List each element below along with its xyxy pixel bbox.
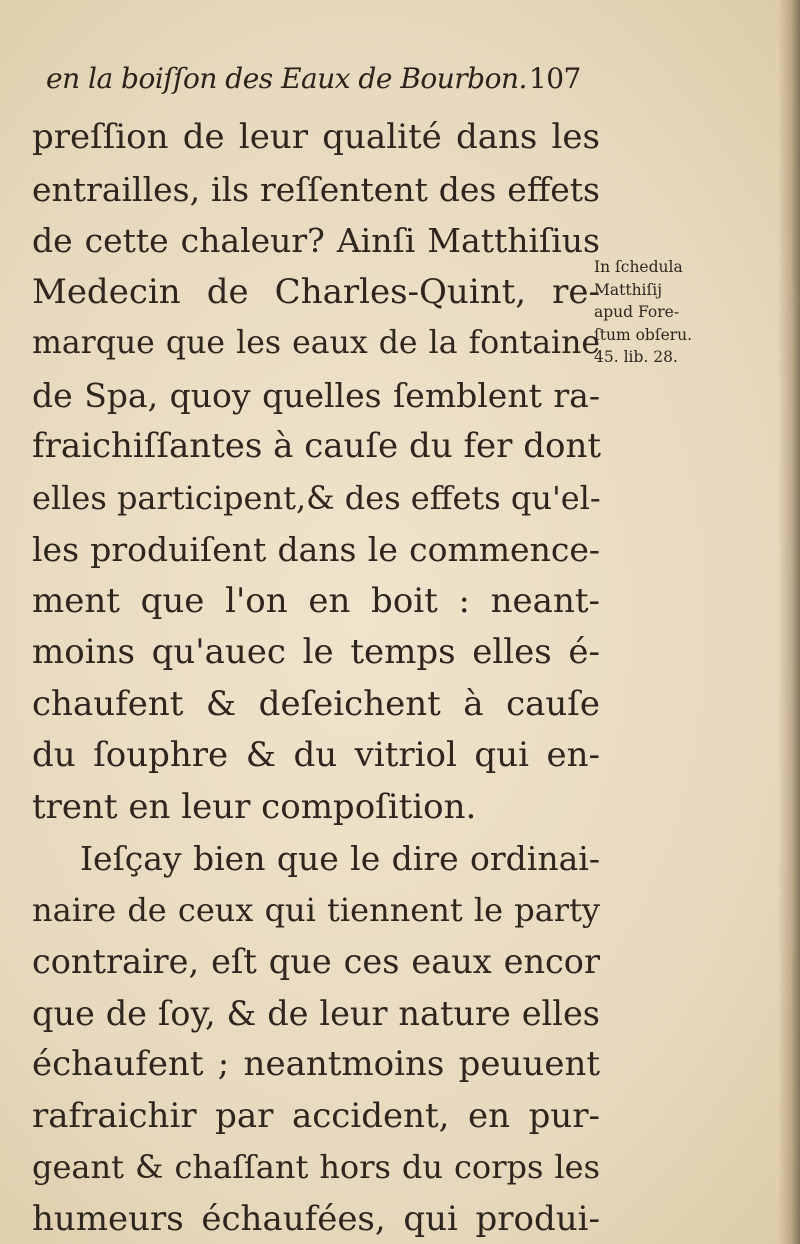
text-line: moins qu'auec le temps elles é- [32,632,600,672]
page-gutter-shadow [778,0,800,1244]
text-line: geant & chaſſant hors du corps les [32,1148,600,1186]
text-line: rafraichir par accident, en pur- [32,1095,600,1136]
text-line: chaufent & deſeichent à cauſe [32,683,600,724]
text-line: naire de ceux qui tiennent le party [32,890,600,929]
text-line: preſſion de leur qualité dans les [32,117,600,157]
margin-note-line: 45. lib. 28. [594,348,678,366]
text-line: entrailles, ils reſſentent des effets [32,169,600,209]
body-text [32,112,600,1244]
page-number: 107 [528,62,581,95]
text-line: que de ſoy, & de leur nature elles [32,993,600,1033]
text-line: humeurs échaufées, qui produi- [32,1198,600,1239]
margin-note-line: Matthiſij [594,280,663,299]
text-line: trent en leur compoſition. [32,786,477,827]
margin-note-line: apud Fore- [594,303,680,321]
text-line: fraichiſſantes à cauſe du fer dont [32,426,602,466]
text-line: elles participent,& des effets qu'el- [32,478,601,517]
margin-note-line: In ſchedula [594,258,683,276]
margin-note-line: ſtum obſeru. [594,325,693,344]
text-line: échaufent ; neantmoins peuuent [32,1044,600,1084]
running-head-title: en la boiſſon des Eaux de Bourbon. [46,62,527,95]
text-line: marque que les eaux de la fontaine [32,325,600,361]
text-line: du ſouphre & du vitriol qui en- [32,735,600,775]
text-line: contraire, eſt que ces eaux encor [32,942,600,981]
text-line: de Spa, quoy quelles ſemblent ra- [32,375,600,415]
paragraph-first-line: Ieſçay bien que le dire ordinai- [80,839,600,878]
running-head [46,62,586,114]
text-line: ment que l'on en boit : neant- [32,580,600,621]
text-line: les produiſent dans le commence- [32,530,600,569]
text-line: Medecin de Charles-Quint, re- [32,271,600,312]
text-line: de cette chaleur? Ainſi Matthiſius [32,221,600,260]
margin-note [594,256,734,369]
